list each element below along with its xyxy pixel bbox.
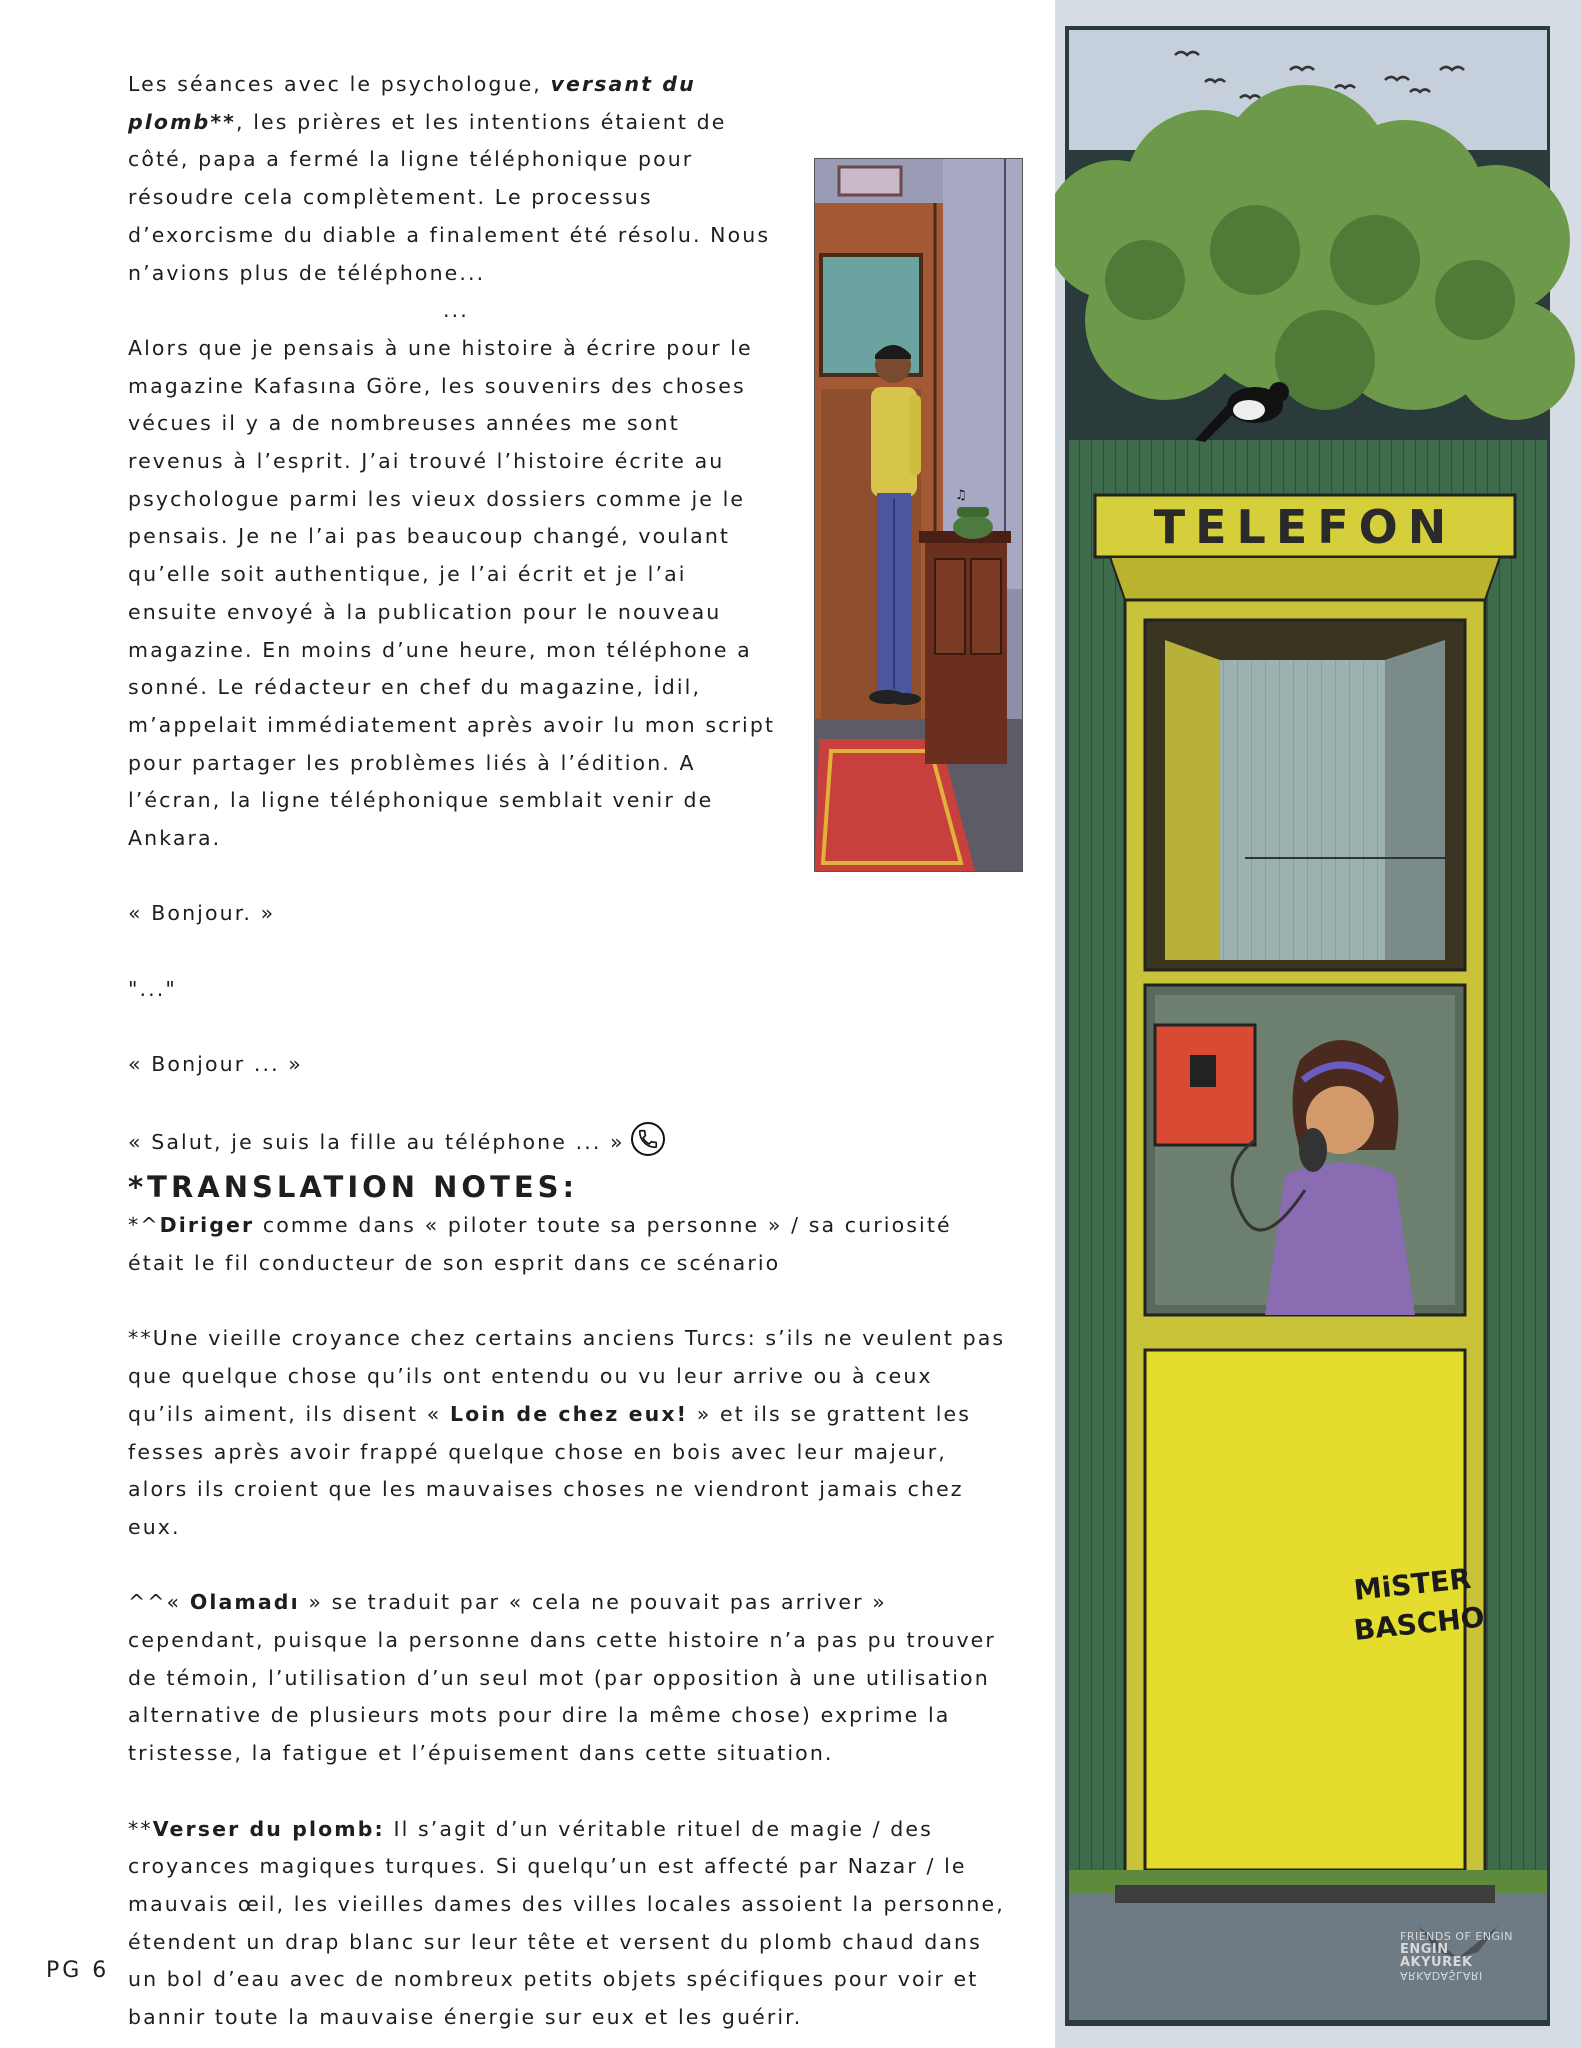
watermark-line-2: ENGIN AKYUREK — [1400, 1942, 1473, 1970]
note-3-text: » se traduit par « cela ne pouvait pas arriver » cependant, puisque la personne dans cette histoire n’a pas pu trouver de témoin, l’utilisation d’un seul mot (par opposition à une utilisation alternative de plusieurs mots pour dire la même chose) exprime la tristesse, la fatigue et l’épuisement dans cette situation. — [128, 1590, 996, 1766]
note-4-text: Il s’agit d’un véritable rituel de magie / des croyances magiques turques. Si quelqu’un est affecté par Nazar / le mauvais œil, les vieilles dames des villes locales assoient la personne, étendent un drap blanc sur leur tête et versent du plomb chaud dans un bol d’eau avec de nombreux petits objets spécifiques pour voir et bannir toute la mauvaise énergie sur eux et les guérir. — [128, 1816, 1005, 2030]
note-1 — [128, 1207, 1008, 1282]
paragraph-1-emphasis: versant du plomb** — [128, 72, 696, 134]
dialogue-line-4 — [128, 1122, 1008, 1162]
dialogue-line-2: "..." — [128, 976, 177, 1001]
note-1-text: comme dans « piloter toute sa personne » / sa curiosité était le fil conducteur de son esprit dans ce scénario — [128, 1213, 952, 1276]
svg-text:♫: ♫ — [955, 488, 967, 503]
signature-line-1: MiSTER — [1352, 1561, 1473, 1607]
phone-circle-icon — [631, 1122, 665, 1156]
paragraph-2: Alors que je pensais à une histoire à écrire pour le magazine Kafasına Göre, les souvenirs des choses vécues il y a de nombreuses années me sont revenus à l’esprit. J’ai trouvé l’histoire écrite au psychologue parmi les vieux dossiers comme je le pensais. Je ne l’ai pas beaucoup changé, voulant qu’elle soit authentique, je l’ai écrit et je l’ai ensuite envoyé à la publication pour le nouveau magazine. En moins d’une heure, mon téléphone a sonné. Le rédacteur en chef du magazine, İdil, m’appelait immédiatement après avoir lu mon script pour partager les problèmes liés à l’édition. A l’écran, la ligne téléphonique semblait venir de Ankara. — [128, 335, 776, 851]
note-3-term: Olamadı — [189, 1590, 300, 1615]
watermark-text — [1400, 1930, 1520, 1982]
page-number: PG 6 — [46, 1958, 110, 1983]
note-3-marker: ^^« — [128, 1590, 190, 1615]
telephone-booth-illustration — [1055, 0, 1582, 2048]
note-4-marker: ** — [128, 1816, 153, 1841]
note-4-term: Verser du plomb: — [152, 1816, 385, 1841]
note-4 — [128, 1811, 1008, 2037]
note-2-term: Loin de chez eux! — [450, 1401, 689, 1426]
note-2-text-end: » et ils se grattent les fesses après avoir frappé quelque chose en bois avec leur majeur, alors ils croient que les mauvaises choses ne viendront jamais chez eux. — [128, 1401, 971, 1539]
note-1-marker: *^ — [128, 1213, 160, 1238]
ellipsis-separator: ... — [443, 298, 469, 323]
dialogue-line-4-text: « Salut, je suis la fille au téléphone ... » — [128, 1129, 625, 1154]
paragraph-1-rest: , les prières et les intentions étaient de côté, papa a fermé la ligne téléphonique pour résoudre cela complètement. Le processus d’exorcisme du diable a finalement été résolu. Nous n’avions plus de téléphone... — [128, 109, 771, 285]
dialogue-line-1: « Bonjour. » — [128, 901, 276, 926]
note-2-text-start: **Une vieille croyance chez certains anciens Turcs: s’ils ne veulent pas que quelque chose qu’ils ont entendu ou vu leur arrive ou à ceux qu’ils aiment, ils disent « — [128, 1326, 1006, 1426]
note-3 — [128, 1584, 1008, 1773]
signature-line-2: BASCHO — [1352, 1600, 1486, 1647]
paragraph-1 — [128, 66, 783, 292]
watermark-line-3: ARKADAŞLARI — [1400, 1969, 1483, 1982]
note-1-term: Diriger — [159, 1213, 255, 1238]
watermark-line-1: FRIENDS OF ENGIN — [1400, 1930, 1513, 1943]
boy-phone-illustration — [814, 158, 1023, 872]
paragraph-1-start: Les séances avec le psychologue, — [128, 72, 551, 96]
translation-notes-title: *TRANSLATION NOTES: — [128, 1170, 579, 1205]
booth-sign-text: TELEFON — [1153, 500, 1457, 554]
dialogue-line-3: « Bonjour ... » — [128, 1052, 303, 1077]
note-2 — [128, 1320, 1008, 1546]
